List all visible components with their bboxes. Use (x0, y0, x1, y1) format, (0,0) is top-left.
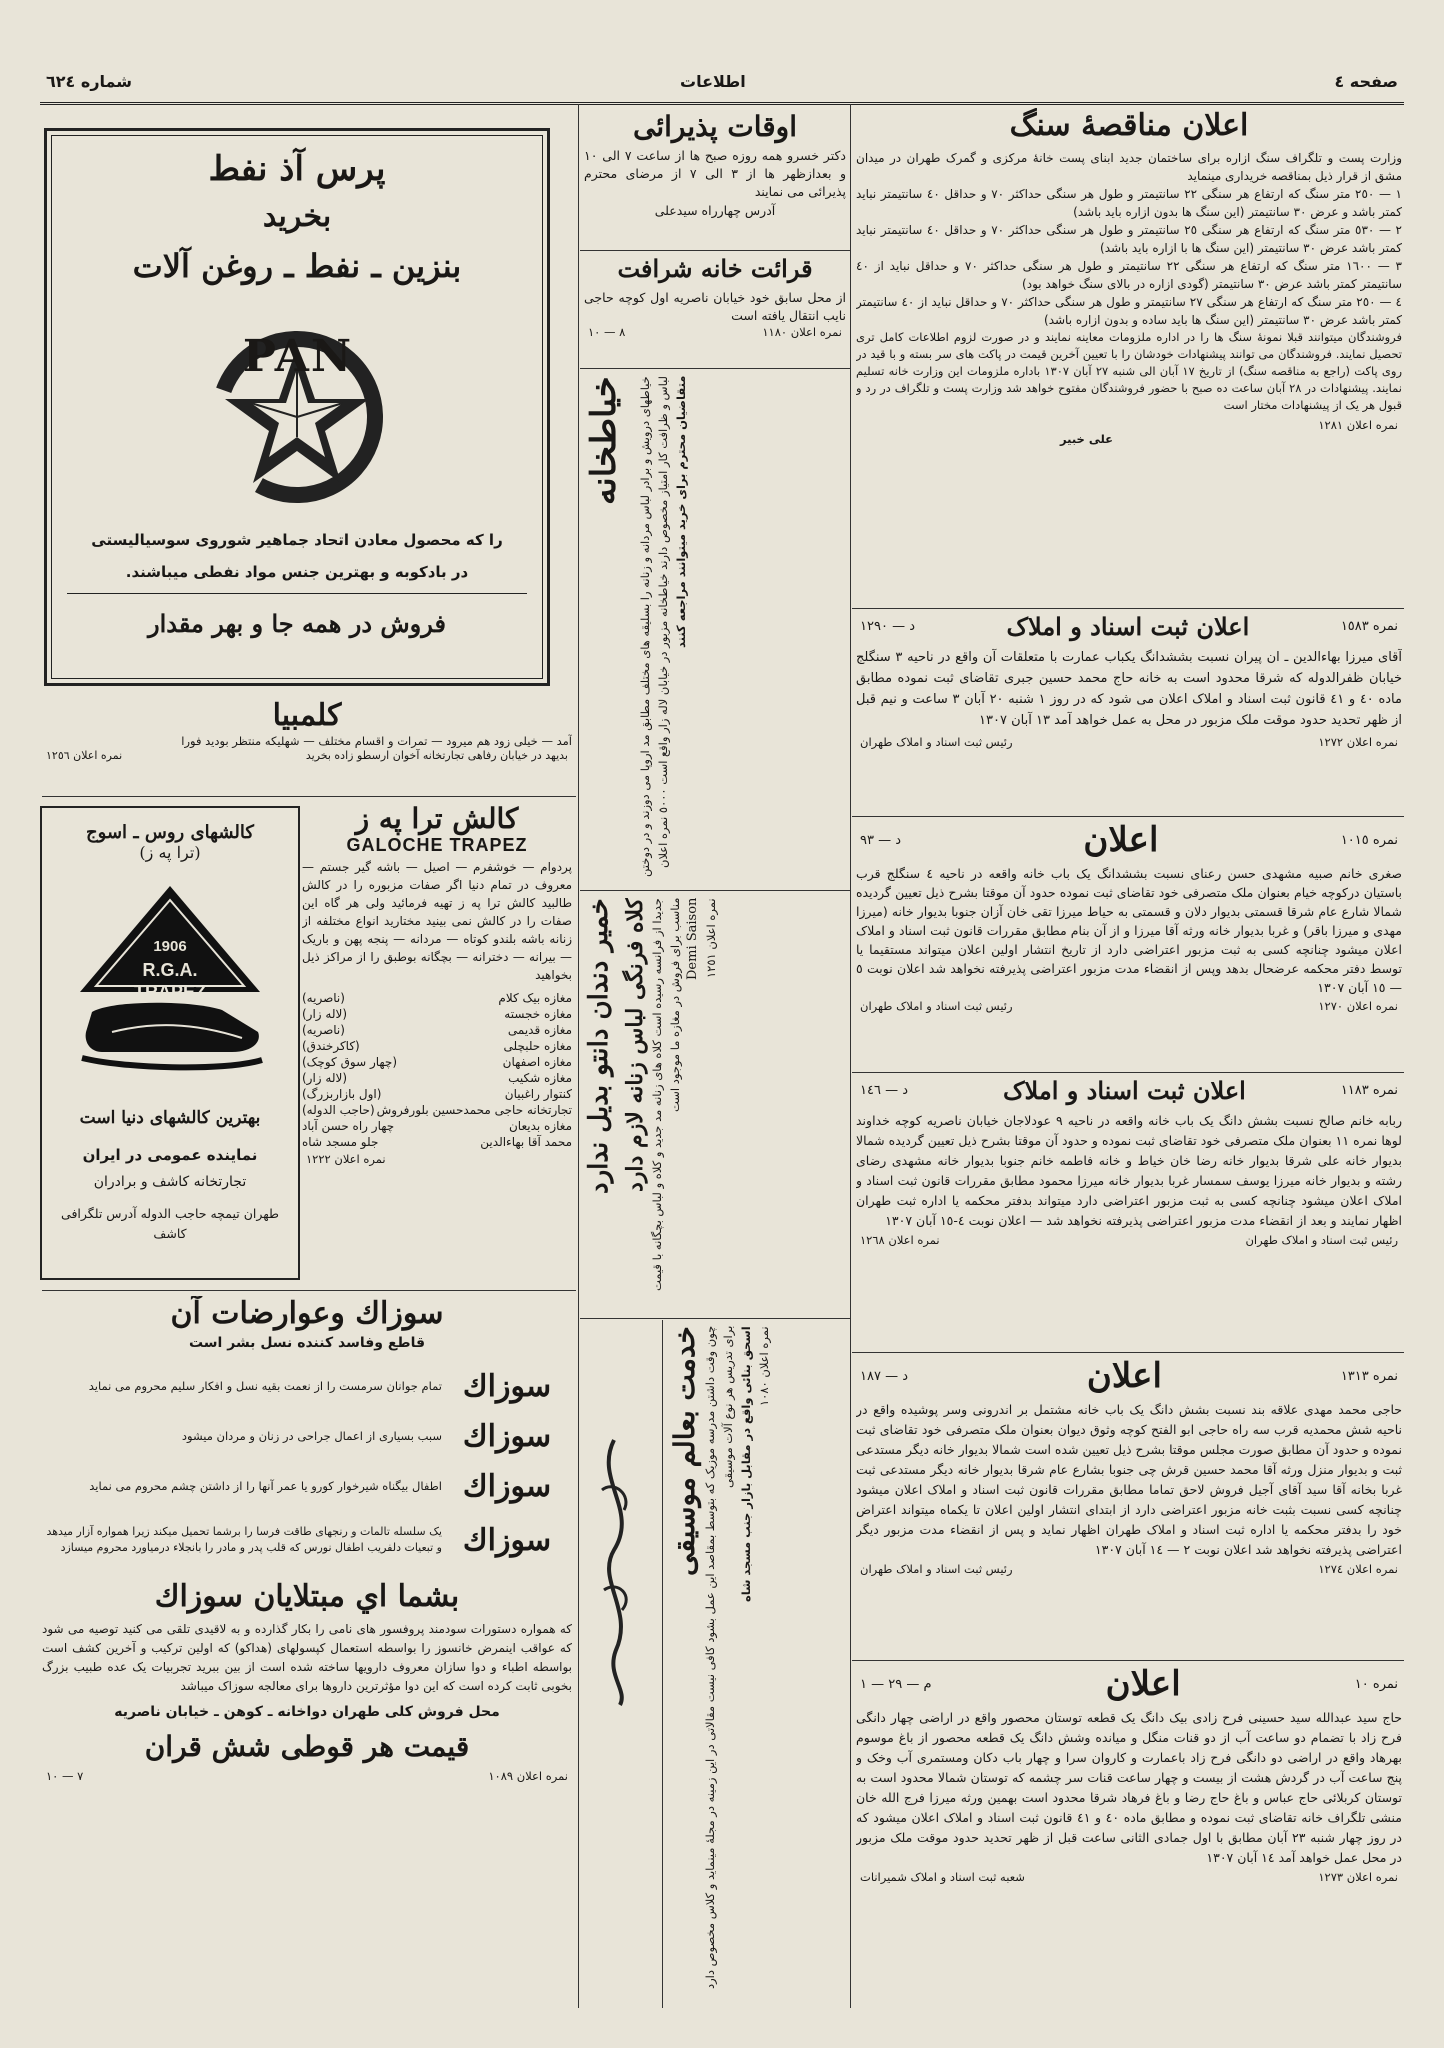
suzak-line: تمام جوانان سرمست را از نعمت بقیه نسل و افکار سلیم محروم می نماید (88, 1379, 442, 1393)
separator (852, 1660, 1404, 1661)
ad-price: قیمت هر قوطی شش قران (144, 1730, 470, 1763)
divider (67, 593, 527, 594)
column-rule (850, 104, 851, 2008)
suzak-word: سوزاك (462, 1368, 552, 1404)
store-row (302, 1022, 572, 1038)
separator (852, 1352, 1404, 1353)
ad-body: خیاطهای درویش و برادر لباس مردانه و زنانه را بسلیقه های مختلف مطابق مد اروپا می دوزند و در دوختن لباس و ظرافت کار امتیاز مخصوص دارند خیاطخانه مزبور در خیابان لاله زار واقع است ٥٠٠٠ نمره اعلان (638, 376, 670, 877)
ad-oghat (584, 110, 846, 246)
ad-number: نمره اعلان ١٢٥١ (704, 898, 718, 978)
ad-body: ربابه خانم صالح نسبت بشش دانگ یک باب خانه واقعه در ناحیه ٩ عودلاجان خیابان ناصریه کوچه خداوند لوها نمره ١١ بعنوان ملک متصرفی خود تقاضای ثبت نموده و حدود آن موقتا بشرح ذیل تعیین گردیده شمالا بدیوار خانه علی شرقا بدیوار خانه رضا خان خیاط و خانه فاطمه خانم جنوبا بدیوار خانه مشهدی رضای رشته و بدیوار خانه میرزا یوسف سمسار غربا بدیوار خانه میرزا محمود مطابق مقررات قانون ثبت اسناد و املاک اعلان میشود چنانچه کسی به ثبت مزبور اعتراضی دارد میتواند بدفتر محکمه یا اداره ثبت طهران اظهار نمایند و بعد از انقضاء مدت مزبور اعتراضی پذیرفته نخواهد شد — اعلان نوبت ٤-١٥ آبان ١٣٠٧ (856, 1113, 1402, 1228)
ad-body: صغری خانم صبیه مشهدی حسن رعنای نسبت بششدانگ یک باب خانه واقعه در ناحیه ٤ سنگلج قرب باستیان درکوچه خیام بعنوان ملک متصرفی خود تقاضای ثبت نموده حدود آن موقتا بشرح ذیل تعیین گردیده شمالا شارع عام شرقا قسمتی بدیوار دلان و قسمتی به حیاط میرزا تقی خان آزان جنوبا بدیوار خانه (میرزا مهدی و میرزا باقر) و غربا بدیوار خانه ورثه آقا میرزا و از آن بنام مطابق مقررات قانون ثبت اسناد و املاک اعلان میشود چنانچه کسی به ثبت مزبور اعتراضی دارد از تاریخ انتشار اولین اعلان میتواند مستقیما یا توسط دفتر محکمه عرضحال بدهد وپس از انقضاء مدت مزبور اعتراضی پذیرفته نخواهد شد اعلان نوبت ٥ — ١٥ آبان ١٣٠٧ (856, 866, 1402, 995)
ad-body: حاجی محمد مهدی علاقه بند نسبت بشش دانگ یک باب خانه مشتمل بر اندرونی وسر پوشیده واقع در ناحیه شش محمدیه قرب سه راه حاجی ابو الفتح کوچه وثوق دیوان بعنوان ملک متصرفی خود تقاضای ثبت نموده و حدود آن مطابق صورت مجلس موقتا بشرح ذیل تعیین شده است شمالا بدیوار خانه دیگر مستدعی ثبت و بدیوار منزل ورثه آقا محمد حسین قرش چی جنوبا بشارع عام شرقا بدیوار خانه دیگر مستدعی ثبت غربا بخانه آقا سید آقای آجیل فروش لاحق تماما مطابق مقررات قانون ثبت اسناد و املاک اعلان میشود چنانچه کسی نسبت بثبت خانه مزبور اعتراضی دارد از ابتدای انتشار اولین اعلان تا یکماه میتواند اعتراض خود را بدفتر محکمه یا اداره ثبت اسناد و املاک طهران اظهار نماید و پس از انقضاء مدت مزبور دیگر اعتراضی پذیرفته نخواهد شد اعلان نوبت ٢ — ١٤ آبان ١٣٠٧ (856, 1402, 1402, 1557)
ad-outlet: محل فروش کلی طهران دواخانه ـ کوهن ـ خیابان ناصریه (114, 1704, 500, 1720)
store-place: (لاله زار) (302, 1007, 348, 1021)
separator (580, 368, 850, 369)
ad-intro: وزارت پست و تلگراف سنگ ازاره برای ساختمان جدید ابنای پست خانهٔ مرکزی و گمرک طهران در میدان مشق از قرار ذیل بمناقصه خریداری مینماید (856, 151, 1402, 183)
store-place: چهار راه حسن آباد (302, 1119, 395, 1133)
store-name: مغازه بیک کلام (498, 991, 572, 1005)
ad-title: اعلان ثبت اسناد و املاک (1003, 1076, 1246, 1105)
ad-signature: علی خبیر (1060, 432, 1114, 446)
ad-number: نمره اعلان ١٢٨١ (1318, 418, 1398, 432)
ad-signature: رئیس ثبت اسناد و املاک طهران (860, 999, 1013, 1013)
ad-brand: Demi Saison (685, 898, 700, 981)
ad-number: نمره اعلان ١٢٧٠ (1318, 999, 1398, 1013)
ad-line: آمد — خیلی زود هم میرود — تمرات و اقسام مختلف — شهلیکه منتظر بودید فورا (181, 734, 572, 748)
ad-number: نمره اعلان ١٢٦٨ (860, 1233, 940, 1247)
ad-subtitle: بخرید (262, 199, 332, 234)
store-name: تجارتخانه حاجی محمدحسین بلورفروش (376, 1103, 572, 1117)
ad-1313 (856, 1356, 1402, 1656)
issue-number: شماره ٦٢٤ (46, 72, 132, 91)
box-subheading: (ترا په ز) (139, 843, 201, 862)
separator (852, 816, 1404, 817)
store-place: (ناصریه) (302, 991, 345, 1005)
ad-body: چون وقت داشتن مدرسه موزیک که بتوسط بمقاصد این عمل بشود کافی نیست مقالاتی در این زمینه در مجلهٔ مینماید و کلاس مخصوص دارد برای تدریس هر نوع آلات موسیقی (703, 1326, 735, 1990)
ad-10 (856, 1664, 1402, 2004)
store-place: (ناصریه) (302, 1023, 345, 1037)
ad-title: خیاطخانه (584, 376, 624, 505)
store-place: (چهار سوق کوچک) (302, 1055, 398, 1069)
store-name: مغازه قدیمی (507, 1023, 572, 1037)
ad-outro: فروشندگان میتوانند قبلا نمونهٔ سنگ ها را در اداره ملزومات معاینه نمایند و در صورت لزوم اطلاعات کامل تری تحصیل نمایند. فروشندگان می توانند پیشنهادات خودشان را با تعیین آخرین قیمت در پاکت های سر بسته و با قید در روی پاکت (راجع به مناقصه سنگ) از تاریخ ١٧ آبان الی شنبه ٢٧ آبان ١٣٠٧ باداره ملزومات این وزارت خانه تسلیم نمایند. پیشنهادات در ٢٨ آبان ساعت ده صبح با حضور فروشندگان مفتوح خواهد شد وزارت پست و تلگراف در رد و قبول هر یک از پیشنهادات مختار است (856, 330, 1402, 412)
column-rule (662, 1320, 663, 2008)
ad-code: د — ١٨٧ (860, 1368, 909, 1384)
box-agent: نماینده عمومی در ایران (82, 1146, 258, 1164)
store-row (302, 1070, 572, 1086)
ad-text: را که محصول معادن اتحاد جماهیر شوروی سوسیالیستی (91, 531, 503, 549)
store-row (302, 1006, 572, 1022)
store-row (302, 1102, 572, 1118)
ad-code: د — ١٢٩٠ (860, 619, 915, 634)
suzak-line: سبب بسیاری از اعمال جراحی در زنان و مردان میشود (181, 1429, 442, 1443)
ad-note: متقاضیان محترم برای خرید میتوانند مراجعه کنند (674, 376, 688, 649)
ad-code: ٨ — ١٠ (588, 325, 626, 339)
store-row (302, 1134, 572, 1150)
separator (42, 796, 576, 797)
ad-code: ٧ — ١٠ (46, 1769, 84, 1783)
ad-1183 (856, 1076, 1402, 1348)
store-name: کنتوار راغبیان (504, 1087, 572, 1101)
ad-title: خمیر دندان دانتو بدیل ندارد (584, 898, 614, 1194)
ad-title: اعلان مناقصهٔ سنگ (1009, 108, 1249, 143)
ad-title: پرس آذ نفط (208, 149, 386, 189)
emblem-name: TRAPEZ (134, 982, 206, 1002)
ad-pan (44, 128, 550, 686)
ad-suzak (42, 1296, 572, 2004)
store-row (302, 1086, 572, 1102)
ad-number: نمره اعلان ١٠٨٩ (488, 1769, 568, 1783)
ad-title: خدمت بعالم موسیقی (668, 1326, 701, 1576)
store-name: محمد آقا بهاءالدین (480, 1135, 572, 1149)
ad-ref-number: نمره ١٥٨٣ (1340, 619, 1398, 634)
store-place: (کاکرخندق) (302, 1039, 360, 1053)
store-row (302, 1038, 572, 1054)
store-name: مغازه خجسته (504, 1007, 572, 1021)
box-agent-name: تجارتخانه کاشف و برادران (93, 1174, 247, 1190)
separator (580, 250, 850, 251)
ad-title: اعلان ثبت اسناد و املاک (1006, 612, 1250, 641)
suzak-row (42, 1411, 572, 1461)
ad-galoche-text (302, 802, 572, 1286)
logo-text: PAN (242, 331, 354, 382)
separator (580, 1318, 850, 1319)
ad-title: اعلان (1105, 1664, 1181, 1704)
ad-title-2: بشما اي مبتلايان سوزاك (154, 1579, 460, 1614)
ad-code: د — ١٤٦ (860, 1083, 909, 1098)
ad-number: نمره اعلان ١١٨٠ (762, 325, 842, 339)
ad-title: اعلان (1086, 1356, 1162, 1396)
ad-subtitle: قاطع وفاسد كننده نسل بشر است (188, 1335, 426, 1351)
ad-title: قرائت خانه شرافت (617, 254, 813, 283)
ad-number: نمره اعلان ١٢٢٢ (306, 1152, 386, 1166)
separator (852, 608, 1404, 609)
store-row (302, 1118, 572, 1134)
ad-code: د — ٩٣ (860, 832, 902, 848)
ad-ref-number: نمره ١١٨٣ (1340, 1083, 1398, 1098)
ad-body: پردوام — خوشفرم — اصیل — باشه گیر جستم — معروف در تمام دنیا اگر صفات مزبوره را در کالش طالبید کالش ترا په ز تهیه فرمائید ولی هر گاه این صفات را در کالش نمی بینید مختارید انواع مختلفه از زنانه باشه بلندو کوتاه — مردانه — پنجه پهن و باریک — بیرانه — دخترانه — بچگانه بوطبق را از مراکز ذیل بخواهید (302, 860, 572, 982)
ad-ref-number: نمره ١٠١٥ (1340, 832, 1398, 848)
ad-latin-title: GALOCHE TRAPEZ (346, 835, 528, 855)
separator (42, 1290, 576, 1291)
store-place: (لاله زار) (302, 1071, 348, 1085)
suzak-row (42, 1461, 572, 1511)
galoche-box (40, 806, 300, 1280)
store-list (302, 990, 572, 1150)
signature-mark (584, 1420, 656, 1720)
ad-khayat (584, 376, 846, 884)
separator (580, 890, 850, 891)
store-place: (حاجب الدوله) (302, 1103, 375, 1117)
box-address: طهران تیمچه حاجب الدوله آدرس تلگرافی کاشف (61, 1206, 279, 1241)
separator (852, 1072, 1404, 1073)
store-name: مغازه اصفهان (502, 1055, 572, 1069)
store-place: جلو مسجد شاه (302, 1135, 379, 1149)
box-slogan: بهترین کالشهای دنیا است (79, 1108, 261, 1128)
ad-body: دکتر خسرو همه روزه صبح ها از ساعت ٧ الی ١٠ و بعدازظهر ها از ٣ الی ٧ از مرضای محترم پذیرائی می نمایند (584, 148, 846, 199)
ad-signature: رئیس ثبت اسناد و املاک طهران (860, 735, 1013, 749)
ad-number: نمره اعلان ١٢٧٤ (1318, 1562, 1398, 1576)
ad-1015 (856, 820, 1402, 1068)
handwritten-mark (584, 1420, 656, 1720)
ad-subtitle: کلاه فرنگی لباس زنانه لازم دارد (622, 898, 648, 1193)
ad-item: ٢ — ٥٣٠ متر سنگ که ارتفاع هر سنگی ٢٥ سانتیمتر و طول هر سنگی حداکثر ٧٠ و حداقل ٤٠ سانتیمتر نباید کمتر باشد عرض ٣٠ سانتیمتر (این سنگ ها با ازاره باید باشد) (856, 223, 1402, 255)
suzak-row (42, 1511, 572, 1569)
column-rule (578, 104, 579, 2008)
paper-name: اطلاعات (680, 72, 746, 91)
ad-body: جدیدا از فرانسه رسیده است کلاه های زنانه مد جدید و کلاه و لباس بچگانه با قیمت مناسب برای فروش در مغازه ما موجود است (650, 898, 682, 1291)
ad-number: نمره اعلان ١٢٥٦ (46, 749, 123, 762)
ad-body: که همواره دستورات سودمند پروفسور های نامی را بکار گذارده و به لاقیدی تلقی می کنید توصیه می شود که عواقب اینمرض خانسوز را بواسطه استعمال کپسولهای (هداکو) که اولین ترکیب و آخرین کشف است بواسطه اطباء و دوا سازان معروف دارویها ساخته شده است از بین ببرید تجربیات یک عده طبیب بزرگ بخوبی ثابت کرده است که این دوا مؤثرترین داروها برای معالجه سوزاک میباشد (42, 1622, 572, 1693)
ad-title: کلمبیا (272, 698, 342, 733)
ad-body: آقای میرزا بهاءالدین ـ ان پیران نسبت بششدانگ یکباب عمارت با متعلقات آن واقع در ناحیه ٣ سنگلج خیابان ظفرالدوله که شرقا محدود است به خانه حاج محمد حسین جبری تقاضای ثبت نموده مطابق ماده ٤٠ و ٤١ قانون ثبت اسناد و املاک اعلان می شود که در روز ١ شنبه ٢٠ آبان ٣ ساعت و نیم قبل از ظهر تحدید حدود موقت ملک مزبور در محل به عمل خواهد آمد ١٣ آبان ١٣٠٧ (856, 650, 1402, 728)
ad-title: اعلان (1083, 820, 1159, 860)
suzak-row (42, 1361, 572, 1411)
suzak-word: سوزاك (462, 1418, 552, 1454)
ad-title: کالش ترا په ز (355, 802, 519, 835)
ad-item: ٤ — ٢٥٠ متر سنگ که ارتفاع هر سنگی ٢٧ سانتیمتر و طول هر سنگی حداکثر ٧٠ و حداقل نباید از ٤٠ سانتیمتر کمتر باشد عرض ٣٠ سانتیمتر (این سنگ ها باید ساده و بدون ازاره باشد) (856, 295, 1402, 327)
ad-item: ٣ — ١٦٠٠ متر سنگ که ارتفاع هر سنگی ٢٢ سانتیمتر و طول هر سنگی حداکثر ٧٠ و حداقل نباید از ٤٠ سانتیمتر کمتر باشد عرض ٣٠ سانتیمتر (گودی ازاره در بالای سنگ خواهد بود) (856, 259, 1402, 291)
box-heading: کالشهای روس ـ اسوج (86, 822, 254, 843)
ad-body: حاج سید عبدالله سید حسینی فرح زادی بیک دانگ یک قطعه توستان محصور واقع در اراضی چهار دانگی فرح زاد با تضمام دو ساعت آب از دو قنات منگل و میانده وشش دانگ یک قطعه محصور از باغ موسوم بهرهاد واقع در اراضی دو دانگی فرح زاد باعمارت و کاروان سرا و چهار باب دکان ومستمری آب وخک و پنج ساعت آب در گردش هشت از بیست و چهار ساعت قنات سر چشمه که توستان شمالا محدود است به توستان کربلائی حاج عباس و باغ حاج رضا و باغ فرهاد شرقا محدود است بهمین ورثه میرزا فرج الله خان منشی تلگراف خانه تقاضای ثبت نموده و مطابق ماده ٤٠ و ٤١ قانون ثبت اسناد و املاک اعلان میشود که در روز چهار شنبه ٢٣ آبان مطابق با اول جمادی الثانی ساعت قبل از ظهر تحدید حدود موقت ملک مزبور در محل عمل خواهد آمد ١٤ آبان ١٣٠٧ (856, 1710, 1402, 1865)
ad-number: نمره اعلان ١٠٨٠ (757, 1326, 771, 1406)
emblem-year: 1906 (153, 938, 187, 955)
suzak-line: اطفال بیگناه شیرخوار کورو یا عمر آنها را از داشتن چشم محروم می نماید (89, 1479, 442, 1493)
ad-music (668, 1326, 846, 2004)
ad-title: سوزاك وعوارضات آن (170, 1296, 444, 1331)
ad-item: ١ — ٢٥٠ متر سنگ که ارتفاع هر سنگی ٢٢ سانتیمتر و طول هر سنگی حداکثر ٧٠ و حداقل ٤٠ سانتیمتر نباید کمتر باشد و عرض ٣٠ سانتیمتر (این سنگ ها بدون ازاره باید باشد) (856, 187, 1402, 219)
store-row (302, 1054, 572, 1070)
ad-signature: رئیس ثبت اسناد و املاک طهران (860, 1562, 1013, 1576)
ad-number: نمره اعلان ١٢٧٢ (1318, 735, 1398, 749)
store-row (302, 990, 572, 1006)
suzak-line: یک سلسله تالمات و رنجهای طاقت فرسا را برشما تحمیل میکند زیرا همواره آزار میدهد و تبعیات دلفریب اطفال نورس که قلب پدر و مادر را بانجلاء درمیاورد محروم میسازد (46, 1525, 442, 1554)
ad-1583 (856, 612, 1402, 812)
emblem-brand: R.G.A. (142, 960, 198, 980)
ad-signature: رئیس ثبت اسناد و املاک طهران (1245, 1233, 1398, 1247)
suzak-word: سوزاك (462, 1522, 552, 1558)
page-header (40, 68, 1404, 105)
ad-text: در بادکوبه و بهترین جنس مواد نفطی میباشند. (125, 563, 469, 581)
ad-code: م — ٢٩ — ١ (860, 1676, 932, 1692)
ad-footer: فروش در همه جا و بهر مقدار (148, 609, 446, 638)
ad-products: بنزین ـ نفط ـ روغن آلات (132, 247, 462, 285)
ad-ref-number: نمره ١٠ (1354, 1676, 1398, 1692)
ad-body: از محل سابق خود خیابان ناصریه اول کوچه حاجی نایب انتقال یافته است (584, 290, 846, 323)
store-name: مغازه حلبچلی (503, 1039, 572, 1053)
store-name: مغازه شکیب (508, 1071, 572, 1085)
ad-ref-number: نمره ١٣١٣ (1340, 1368, 1398, 1384)
ad-address: اسحق بنائی واقع در مقابل بازار جنب مسجد شاه (739, 1326, 753, 1602)
suzak-word: سوزاك (462, 1468, 552, 1504)
ad-gharaat (584, 254, 846, 364)
ad-number: نمره اعلان ١٢٧٣ (1318, 1870, 1398, 1884)
ad-address: آدرس چهارراه سیدعلی (654, 203, 776, 218)
ad-line: بدیهد در خیابان رفاهی تجارتخانه آخوان ارسطو زاده بخرید (305, 749, 568, 762)
ad-dandan (584, 898, 846, 1312)
ad-signature: شعبه ثبت اسناد و املاک شمیرانات (860, 1870, 1025, 1884)
store-name: مغازه بدیعان (508, 1119, 572, 1133)
ad-title: اوقات پذیرائی (633, 110, 797, 143)
store-place: (اول بازاربزرگ) (302, 1087, 382, 1101)
page-number: صفحه ٤ (1334, 72, 1398, 91)
ad-kolombia (42, 698, 572, 794)
ad-sang (856, 108, 1402, 608)
